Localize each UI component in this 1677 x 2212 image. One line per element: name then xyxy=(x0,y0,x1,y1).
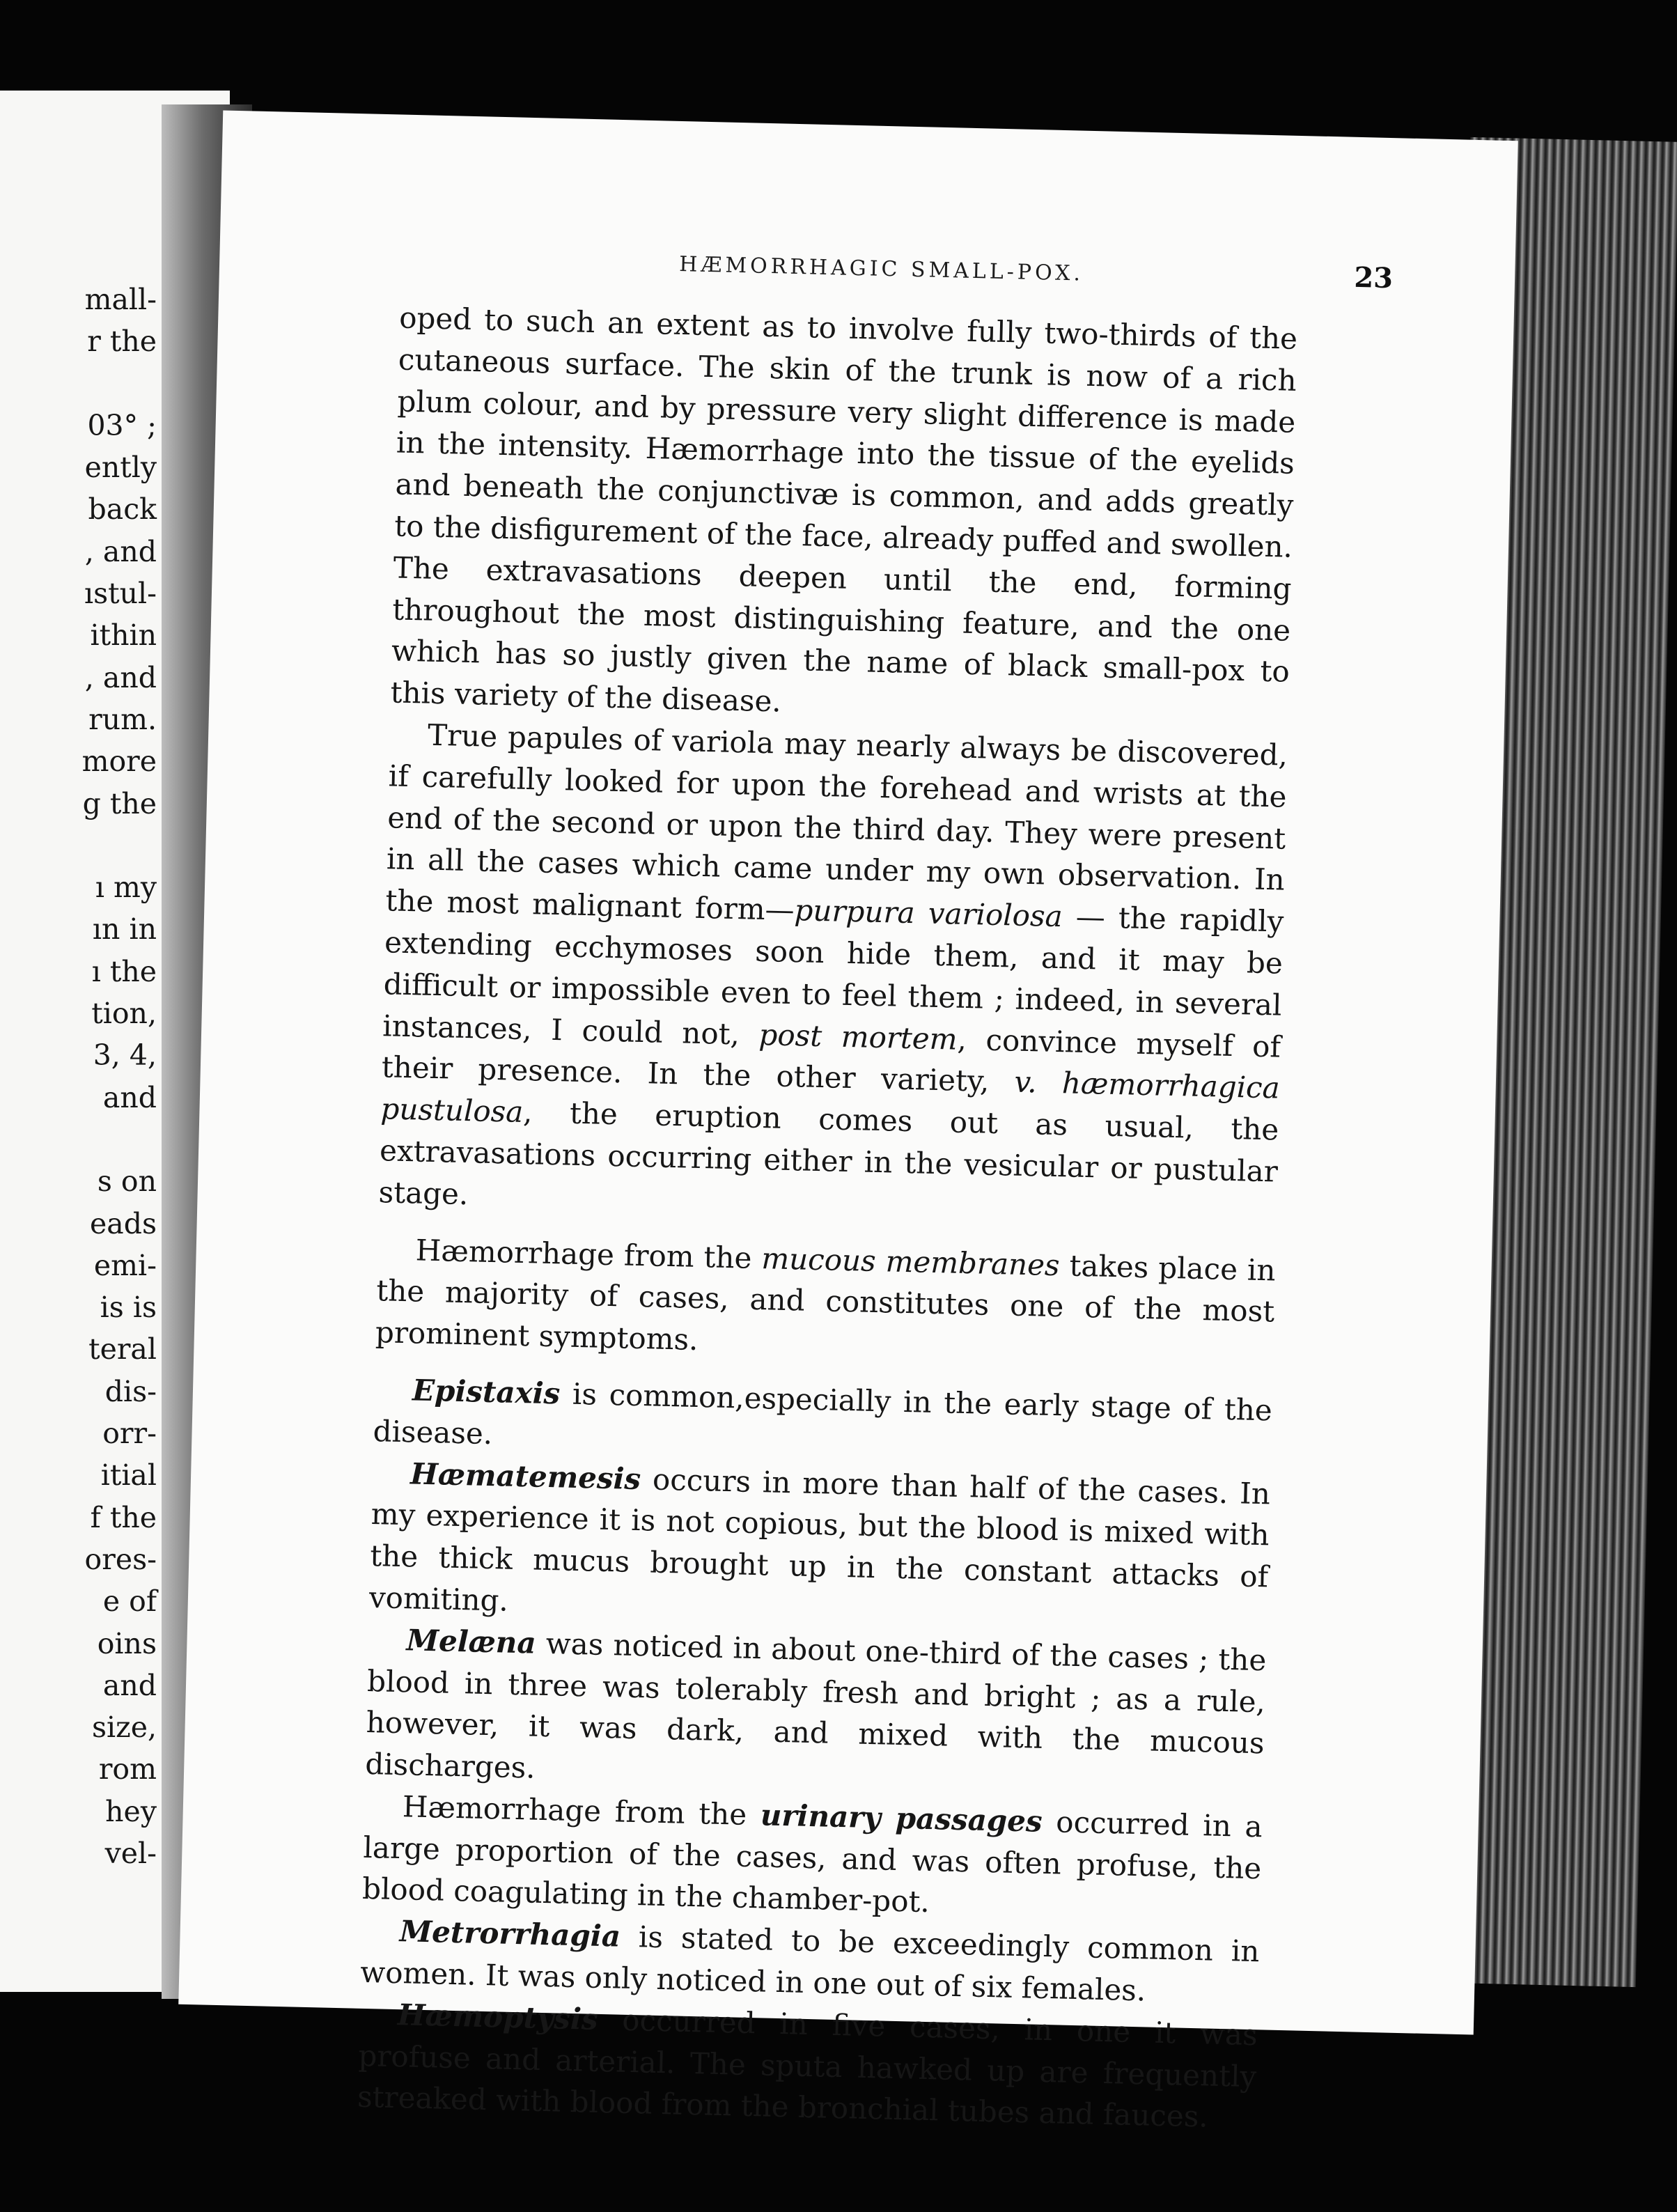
term-haematemesis: Hæmatemesis xyxy=(410,1456,641,1496)
previous-page-fragment: itial xyxy=(100,1458,157,1493)
previous-page-fragment: mall- xyxy=(84,283,157,316)
body-text xyxy=(357,297,1297,2140)
page-23 xyxy=(178,110,1518,2135)
previous-page-fragment xyxy=(0,1119,157,1160)
previous-page-fragment: back xyxy=(88,492,157,527)
previous-page-fragment xyxy=(0,363,157,405)
previous-page-fragment: size, xyxy=(91,1711,157,1745)
previous-page-fragment: rom xyxy=(98,1752,157,1786)
term-post-mortem: post mortem xyxy=(758,1017,958,1057)
paragraph-haematemesis: Hæmatemesis occurs in more than half of the cases. In my experience it is not copious, but the blood is mixed with the thick mucus brought up in the constant attacks of vomiting. xyxy=(368,1456,1271,1618)
previous-page-fragment: r the xyxy=(87,325,157,359)
term-mucous-membranes: mucous membranes xyxy=(760,1240,1061,1282)
paragraph-mucous-membranes: Hæmorrhage from the mucous membranes takes place in the majority of cases, and constitutes one of the most prominent symptoms. xyxy=(375,1232,1277,1357)
previous-page-fragment: more xyxy=(81,745,157,779)
previous-page-text-fragments xyxy=(0,279,157,1874)
previous-page-fragment xyxy=(0,825,157,866)
previous-page-fragment: teral xyxy=(88,1332,157,1366)
term-urinary-passages: urinary passages xyxy=(760,1798,1043,1839)
paragraph-extravasations: oped to such an extent as to involve fully two-thirds of the cutaneous surface. The skin of the trunk is now of a rich plum colour, and by pressure very slight difference is made in the intensity. Hæmorrhage into the tissue of the eyelids and beneath the conjunctivæ is common, and adds greatly to the disfigurement of the face, already puffed and swollen. The extravasations deepen until the end, forming throughout the most distinguishing feature, and the one which has so justly given the name of black small-pox to this variety of the disease. xyxy=(390,300,1298,719)
previous-page-fragment: g the xyxy=(82,786,157,820)
previous-page-fragment: ıstul- xyxy=(84,577,157,611)
term-metrorrhagia: Metrorrhagia xyxy=(399,1914,621,1954)
page-number: 23 xyxy=(1353,260,1394,295)
previous-page-fragment: rum. xyxy=(88,702,157,736)
previous-page-fragment: orr- xyxy=(102,1417,157,1451)
running-header xyxy=(219,234,1515,297)
previous-page-fragment: ently xyxy=(84,451,157,485)
previous-page-fragment: 03° ; xyxy=(87,408,157,442)
term-epistaxis: Epistaxis xyxy=(412,1373,561,1411)
previous-page-fragment: hey xyxy=(105,1794,157,1828)
term-haemoptysis: Hæmoptysis xyxy=(397,1997,599,2036)
previous-page-fragment: s on xyxy=(97,1165,157,1199)
previous-page-fragment: oins xyxy=(97,1626,157,1660)
paragraph-urinary: Hæmorrhage from the urinary passages occurred in a large proportion of the cases, and was often profuse, the blood coagulating in the chamber-pot. xyxy=(361,1789,1263,1919)
previous-page-fragment: and xyxy=(102,1668,157,1702)
paragraph-papules: True papules of variola may nearly always be discovered, if carefully looked for upon the forehead and wrists at the end of the second or upon the third day. They were present in all the cases which came under my own observation. In the most malignant form—purpura variolosa — the rapidly extending ecchymoses soon hide them, and it may be difficult or impossible even to feel them ; indeed, in several instances, I could not, post mortem, convince myself of their presence. In the other variety, v. hæmorrhagica pustulosa, the eruption comes out as usual, the extravasations occurring either in the vesicular or pustular stage. xyxy=(378,717,1288,1211)
previous-page-fragment: ı my xyxy=(95,871,157,905)
term-purpura-variolosa: purpura variolosa xyxy=(794,893,1063,934)
paragraph-metrorrhagia: Metrorrhagia is stated to be exceedingly common in women. It was only noticed in one out of six females. xyxy=(359,1914,1261,2008)
header-title: HÆMORRHAGIC SMALL-POX. xyxy=(678,251,1084,286)
paragraph-melaena: Melæna was noticed in about one-third of the cases ; the blood in three was tolerably fresh and bright ; as a rule, however, it was dark, and mixed with the mucous discharges. xyxy=(364,1622,1267,1785)
previous-page-fragment: emi- xyxy=(93,1248,157,1282)
paragraph-haemoptysis: Hæmoptysis occurred in five cases, in one it was profuse and arterial. The sputa hawked up are frequently streaked with blood from the bronchial tubes and fauces. xyxy=(357,1997,1258,2135)
previous-page-fragment: , and xyxy=(84,534,157,568)
previous-page-fragment: vel- xyxy=(104,1836,157,1870)
term-melaena: Melæna xyxy=(406,1622,537,1660)
previous-page-fragment: , and xyxy=(84,660,157,694)
previous-page-fragment: dis- xyxy=(104,1374,157,1408)
previous-page-fragment: is is xyxy=(100,1291,157,1325)
previous-page-fragment: e of xyxy=(102,1584,157,1619)
previous-page-fragment: and xyxy=(102,1080,157,1114)
previous-page-fragment: ın in xyxy=(92,912,157,947)
term-haemorrhagica-pustulosa: v. hæmorrhagica pustulosa xyxy=(380,1064,1281,1130)
previous-page-fragment: ithin xyxy=(90,618,157,653)
paragraph-epistaxis: Epistaxis is common,especially in the early stage of the disease. xyxy=(373,1373,1273,1451)
previous-page-fragment: f the xyxy=(90,1500,157,1534)
previous-page-fragment: 3, 4, xyxy=(93,1038,157,1073)
previous-page-fragment: ores- xyxy=(84,1542,157,1576)
previous-page-fragment: ı the xyxy=(91,954,157,988)
previous-page-fragment: eads xyxy=(90,1206,157,1240)
previous-page-fragment: tion, xyxy=(91,997,157,1031)
